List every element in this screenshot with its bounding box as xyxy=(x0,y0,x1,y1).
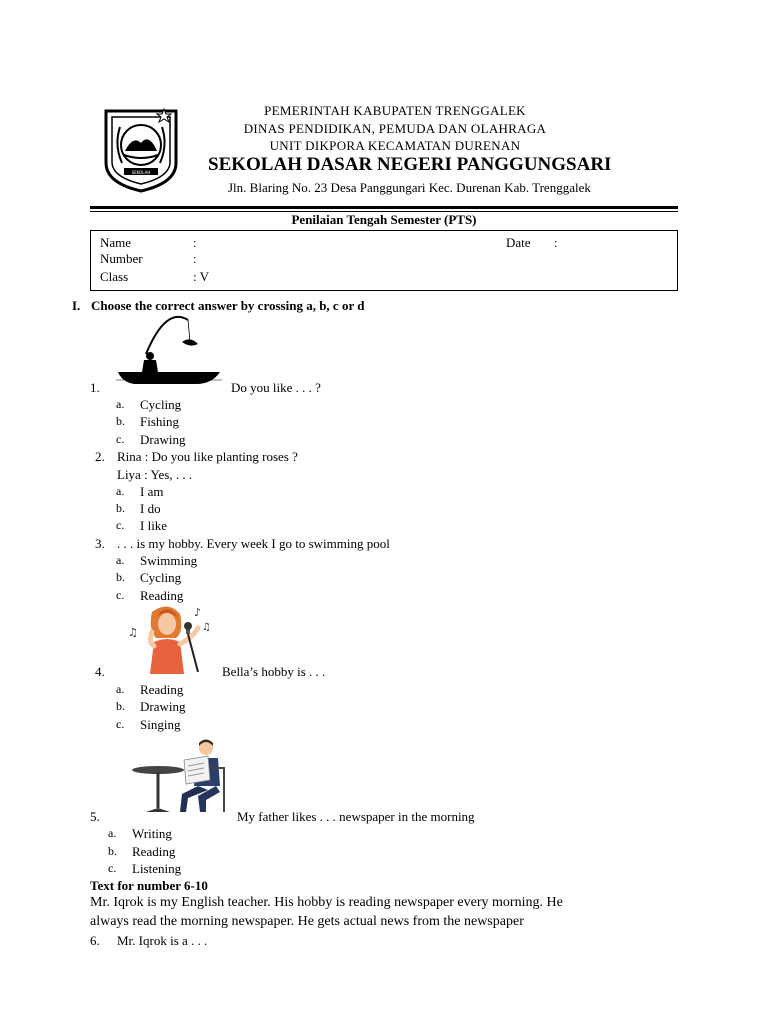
class-label: Class xyxy=(100,269,129,284)
option-text: Cycling xyxy=(140,397,182,412)
exam-title: Penilaian Tengah Semester (PTS) xyxy=(291,212,477,227)
option-text: Cycling xyxy=(140,570,182,585)
option-letter: a. xyxy=(116,397,125,411)
option-letter: c. xyxy=(116,588,125,602)
logo-banner-text: SEKOLAH xyxy=(131,170,151,175)
question-1-number: 1. xyxy=(90,380,100,395)
question-3-text: . . . is my hobby. Every week I go to swimming pool xyxy=(117,536,390,551)
option-text: Drawing xyxy=(140,432,186,447)
man-reading-newspaper-image xyxy=(128,738,232,816)
number-label: Number xyxy=(100,251,143,266)
date-label: Date xyxy=(506,235,531,250)
option-letter: b. xyxy=(116,414,125,428)
option-letter: b. xyxy=(116,501,125,515)
question-3-number: 3. xyxy=(95,536,105,551)
option-text: Swimming xyxy=(140,553,198,568)
option-text: I am xyxy=(140,484,164,499)
section-instruction: Choose the correct answer by crossing a, b, c or d xyxy=(91,298,365,313)
name-label: Name xyxy=(100,235,132,250)
singing-girl-image xyxy=(122,602,216,674)
text-line-2: always read the morning newspaper. He gets actual news from the newspaper xyxy=(90,914,524,929)
name-colon: : xyxy=(193,235,197,250)
option-letter: c. xyxy=(116,518,125,532)
header-line-3: UNIT DIKPORA KECAMATAN DURENAN xyxy=(269,138,521,153)
question-1-text: Do you like . . . ? xyxy=(231,380,321,395)
number-colon: : xyxy=(193,251,197,266)
option-text: Reading xyxy=(140,588,184,603)
question-5-number: 5. xyxy=(90,809,100,824)
class-value: : V xyxy=(193,269,210,284)
option-letter: a. xyxy=(116,484,125,498)
option-text: I do xyxy=(140,501,161,516)
question-5-text: My father likes . . . newspaper in the morning xyxy=(237,809,475,824)
svg-text:♪: ♪ xyxy=(194,606,202,619)
question-4-number: 4. xyxy=(95,664,105,679)
option-letter: b. xyxy=(116,570,125,584)
option-text: Listening xyxy=(132,861,182,876)
fishing-boat-image xyxy=(116,312,222,388)
option-letter: a. xyxy=(108,826,117,840)
school-name: SEKOLAH DASAR NEGERI PANGGUNGSARI xyxy=(208,154,612,175)
option-text: Reading xyxy=(132,844,176,859)
date-colon: : xyxy=(554,235,558,250)
option-letter: c. xyxy=(108,861,117,875)
school-address: Jln. Blaring No. 23 Desa Panggungari Kec. Durenan Kab. Trenggalek xyxy=(228,180,591,195)
question-2-text-reply: Liya : Yes, . . . xyxy=(117,467,193,482)
question-2-number: 2. xyxy=(95,449,105,464)
section-numeral: I. xyxy=(72,298,81,313)
option-text: Fishing xyxy=(140,414,180,429)
header-rule-thick xyxy=(90,206,678,209)
option-letter: a. xyxy=(116,553,125,567)
text-heading: Text for number 6-10 xyxy=(90,878,208,893)
option-letter: b. xyxy=(116,699,125,713)
svg-text:♫: ♫ xyxy=(202,622,211,633)
header-line-2: DINAS PENDIDIKAN, PEMUDA DAN OLAHRAGA xyxy=(243,121,547,136)
question-2-text: Rina : Do you like planting roses ? xyxy=(117,449,298,464)
option-text: Singing xyxy=(140,717,181,732)
option-letter: b. xyxy=(108,844,117,858)
text-line-1: Mr. Iqrok is my English teacher. His hobby is reading newspaper every morning. He xyxy=(90,895,563,910)
student-info-box xyxy=(90,230,678,291)
option-letter: c. xyxy=(116,717,125,731)
option-letter: a. xyxy=(116,682,125,696)
option-text: Writing xyxy=(132,826,172,841)
header-line-1: PEMERINTAH KABUPATEN TRENGGALEK xyxy=(264,103,526,118)
svg-text:♫: ♫ xyxy=(128,626,138,639)
option-letter: c. xyxy=(116,432,125,446)
question-4-text: Bella’s hobby is . . . xyxy=(222,664,326,679)
option-text: Drawing xyxy=(140,699,186,714)
option-text: Reading xyxy=(140,682,184,697)
option-text: I like xyxy=(140,518,168,533)
question-6-text: Mr. Iqrok is a . . . xyxy=(117,933,208,948)
school-crest-logo xyxy=(100,105,182,193)
question-6-number: 6. xyxy=(90,933,100,948)
